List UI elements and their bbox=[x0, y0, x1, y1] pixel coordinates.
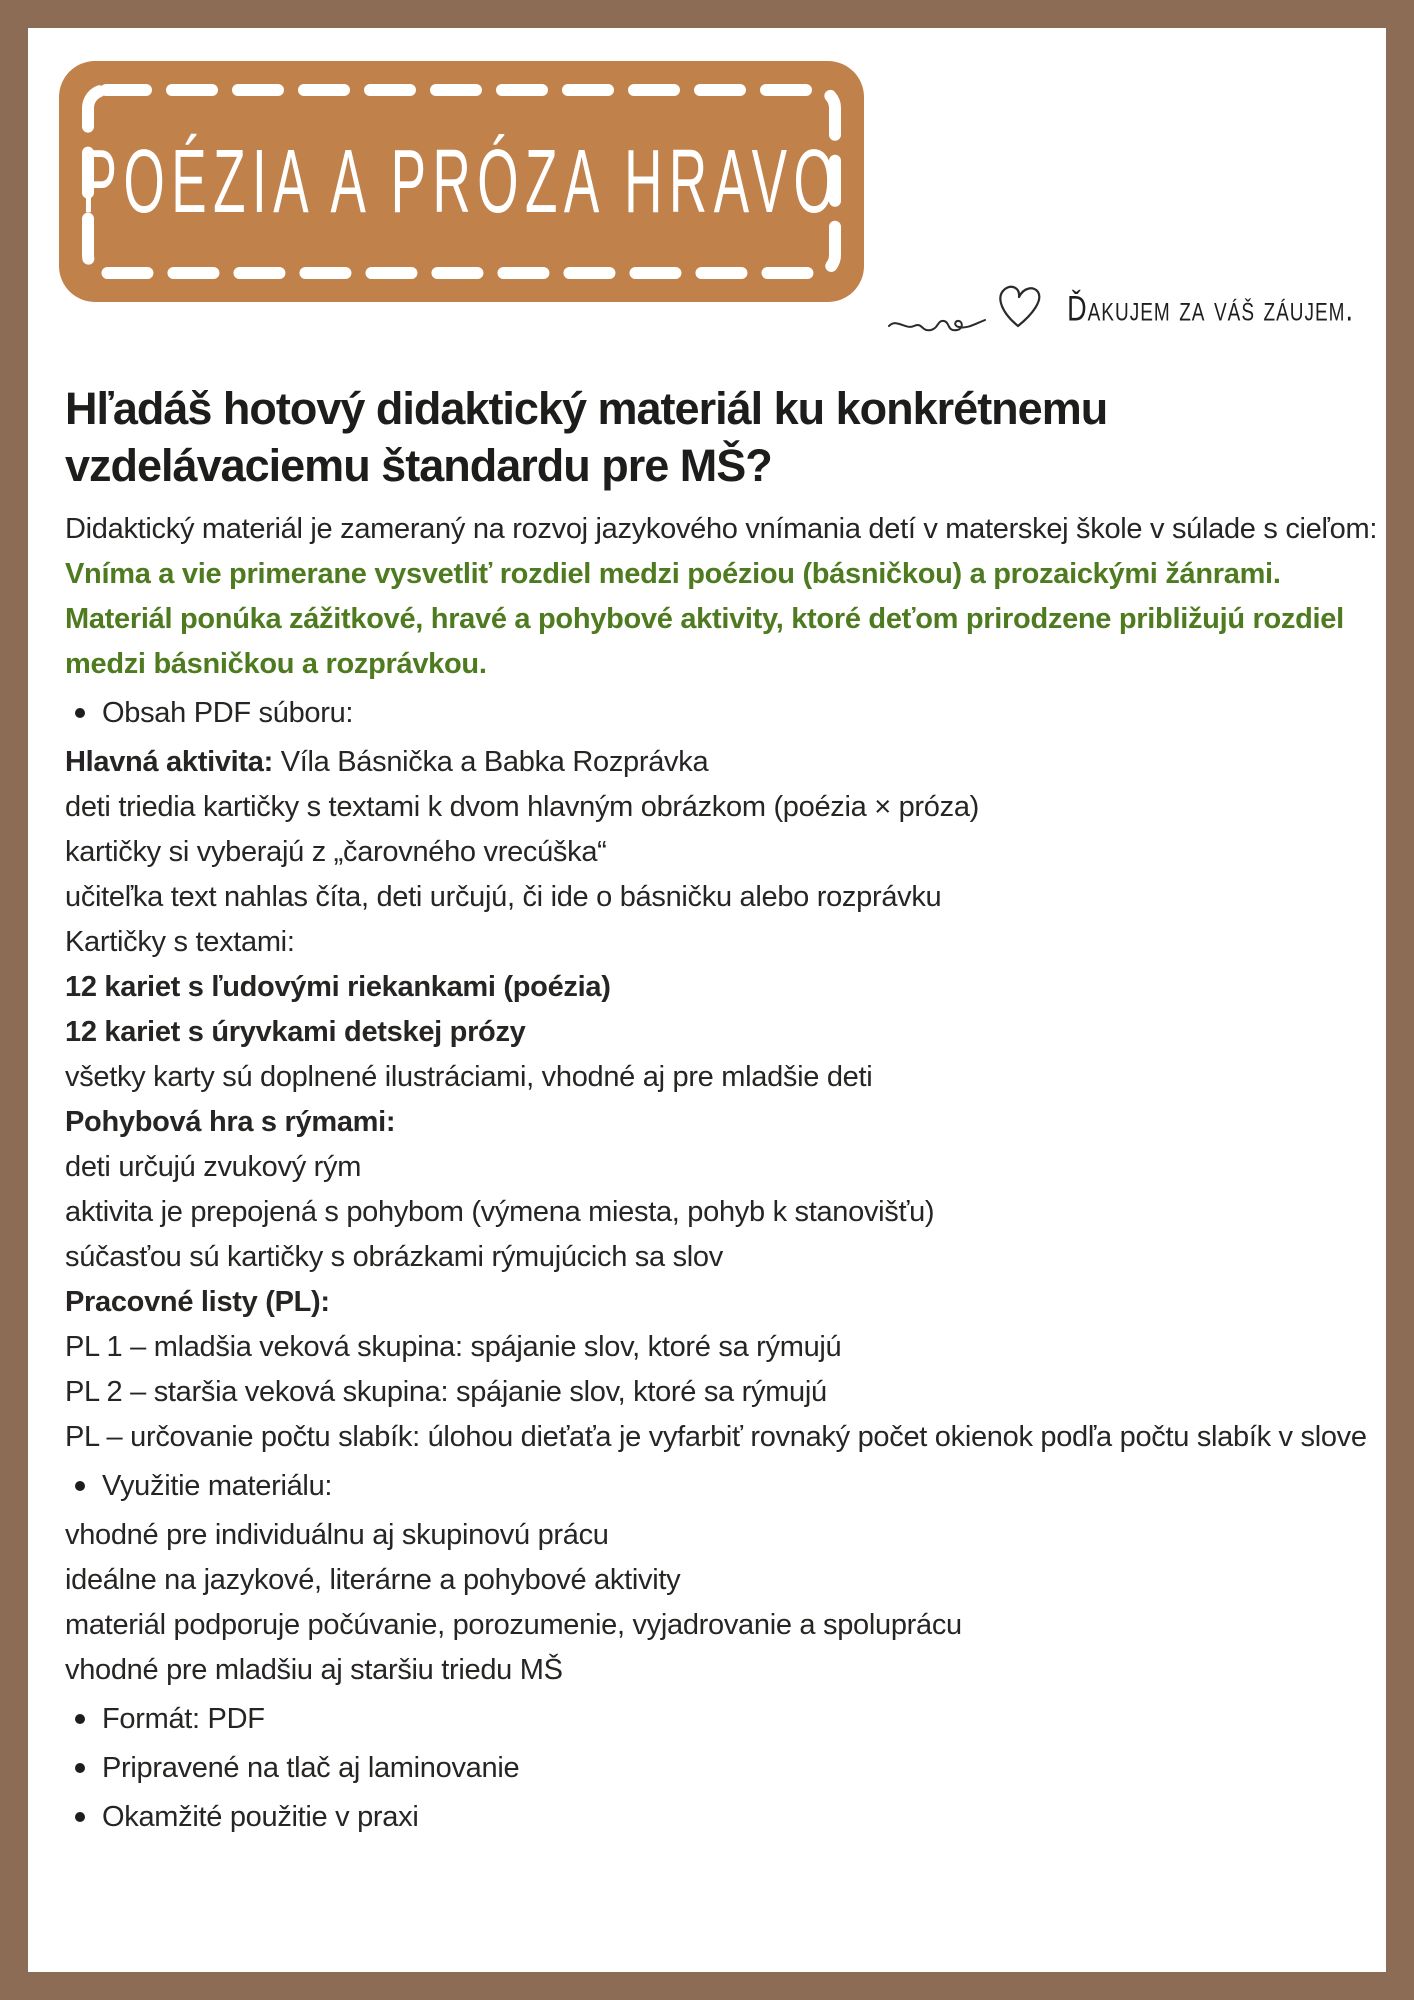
bullet-text: Využitie materiálu: bbox=[102, 1470, 333, 1502]
title-badge bbox=[59, 61, 864, 302]
bullet-text: Pripravené na tlač aj laminovanie bbox=[102, 1752, 520, 1784]
content-line: Pracovné listy (PL): bbox=[65, 1286, 330, 1318]
content-column bbox=[65, 380, 1381, 1844]
bullet-dot bbox=[75, 1812, 85, 1822]
bullet-item bbox=[65, 1795, 1381, 1840]
bullet-item bbox=[65, 691, 1381, 736]
goal-highlight-line1: Vníma a vie primerane vysvetliť rozdiel medzi poéziou (básničkou) a prozaickými žánrami. bbox=[65, 558, 1281, 590]
thanks-text: Ďakujem za váš záujem. bbox=[1067, 288, 1354, 328]
heart-doodle-icon bbox=[887, 280, 1057, 338]
content-line: Hlavná aktivita: Víla Básnička a Babka Rozprávka bbox=[65, 746, 709, 778]
content-line: ideálne na jazykové, literárne a pohybové aktivity bbox=[65, 1564, 681, 1596]
bullet-item bbox=[65, 1464, 1381, 1509]
bullet-item bbox=[65, 1746, 1381, 1791]
bullet-dot bbox=[75, 1714, 85, 1724]
bullet-item bbox=[65, 1697, 1381, 1742]
content-line: vhodné pre mladšiu aj staršiu triedu MŠ bbox=[65, 1654, 563, 1686]
content-line: vhodné pre individuálnu aj skupinovú prácu bbox=[65, 1519, 609, 1551]
intro-paragraph: Didaktický materiál je zameraný na rozvoj jazykového vnímania detí v materskej škole v súlade s cieľom: bbox=[65, 513, 1378, 545]
thanks-note bbox=[887, 280, 1354, 338]
goal-highlight-line2: Materiál ponúka zážitkové, hravé a pohybové aktivity, ktoré deťom prirodzene približujú rozdiel medzi básničkou a rozprávkou. bbox=[65, 603, 1344, 680]
content-line: materiál podporuje počúvanie, porozumenie, vyjadrovanie a spoluprácu bbox=[65, 1609, 962, 1641]
badge-title: POÉZIA A PRÓZA HRAVO bbox=[81, 130, 842, 233]
bullet-dot bbox=[75, 1481, 85, 1491]
content-line: deti triedia kartičky s textami k dvom hlavným obrázkom (poézia × próza) bbox=[65, 791, 980, 823]
line-lead-bold: Hlavná aktivita: bbox=[65, 746, 273, 778]
content-line: Pohybová hra s rýmami: bbox=[65, 1106, 396, 1138]
page-title: Hľadáš hotový didaktický materiál ku konkrétnemu vzdelávaciemu štandardu pre MŠ? bbox=[65, 383, 1108, 491]
content-line: učiteľka text nahlas číta, deti určujú, či ide o básničku alebo rozprávku bbox=[65, 881, 942, 913]
bullet-dot bbox=[75, 708, 85, 718]
bullet-text: Okamžité použitie v praxi bbox=[102, 1801, 419, 1833]
content-line: deti určujú zvukový rým bbox=[65, 1151, 362, 1183]
bullet-dot bbox=[75, 1763, 85, 1773]
content-line: 12 kariet s ľudovými riekankami (poézia) bbox=[65, 971, 611, 1003]
document-page bbox=[28, 28, 1386, 1972]
content-line: PL 2 – staršia veková skupina: spájanie slov, ktoré sa rýmujú bbox=[65, 1376, 827, 1408]
bullet-text: Obsah PDF súboru: bbox=[102, 697, 354, 729]
content-line: Kartičky s textami: bbox=[65, 926, 295, 958]
content-line: súčasťou sú kartičky s obrázkami rýmujúcich sa slov bbox=[65, 1241, 723, 1273]
content-line: kartičky si vyberajú z „čarovného vrecúška“ bbox=[65, 836, 607, 868]
content-line: PL – určovanie počtu slabík: úlohou dieťaťa je vyfarbiť rovnaký počet okienok podľa počtu slabík v slove bbox=[65, 1421, 1367, 1453]
content-line: aktivita je prepojená s pohybom (výmena miesta, pohyb k stanovišťu) bbox=[65, 1196, 935, 1228]
content-line: všetky karty sú doplnené ilustráciami, vhodné aj pre mladšie deti bbox=[65, 1061, 873, 1093]
content-line: 12 kariet s úryvkami detskej prózy bbox=[65, 1016, 526, 1048]
bullet-text: Formát: PDF bbox=[102, 1703, 265, 1735]
content-line: PL 1 – mladšia veková skupina: spájanie slov, ktoré sa rýmujú bbox=[65, 1331, 842, 1363]
content-lines bbox=[65, 691, 1381, 1840]
